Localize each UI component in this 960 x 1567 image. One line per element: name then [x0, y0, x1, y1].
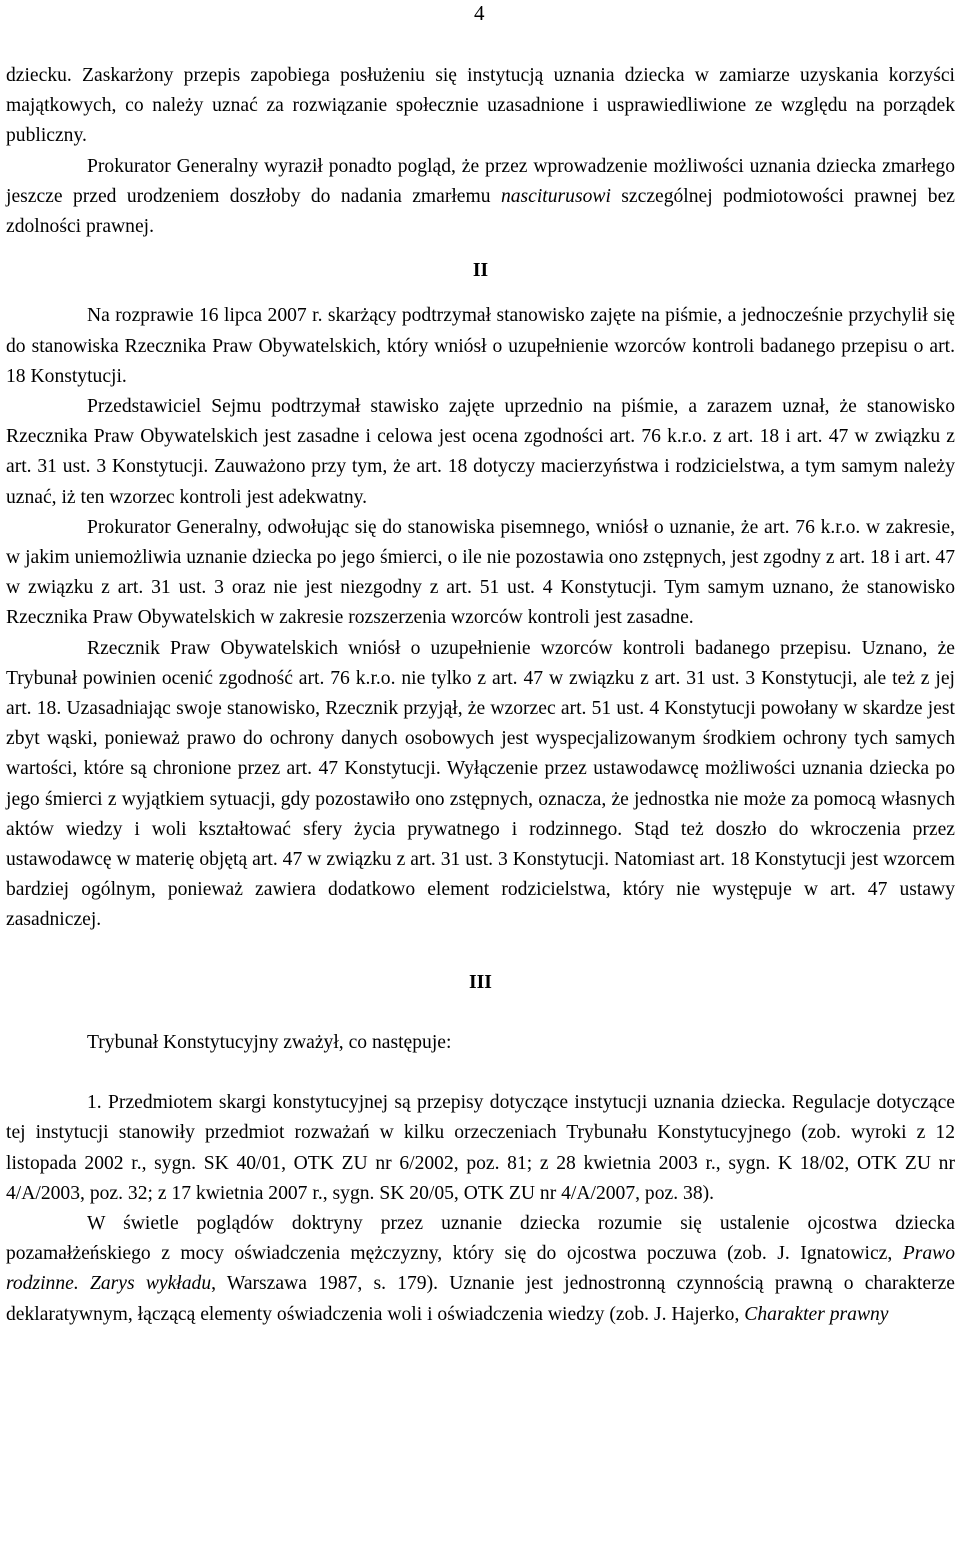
- paragraph-prokurator-view: [6, 152, 955, 243]
- section-heading-iii: III: [469, 971, 492, 993]
- italic-term: nasciturusowi: [500, 185, 611, 207]
- paragraph-tribunal-intro: Trybunał Konstytucyjny zważył, co następuje:: [87, 1031, 452, 1053]
- paragraph-text: szczególnej podmiotowości prawnej bez zdolności prawnej.: [6, 185, 955, 238]
- paragraph-text: W świetle poglądów doktryny przez uznanie dziecka rozumie się ustalenie ojcostwa dziecka pozamałżeńskiego z mocy oświadczenia mężczyzny, który się do ojcostwa poczuwa (zob. J. Ignatowicz,: [6, 1212, 955, 1265]
- paragraph-continuation: dziecku. Zaskarżony przepis zapobiega posłużeniu się instytucją uznania dziecka w zamiarze uzyskania korzyści majątkowych, co należy uznać za rozwiązanie społecznie uzasadnione i usprawiedliwione ze względu na porządek publiczny.: [6, 65, 955, 147]
- italic-title: Charakter prawny: [744, 1303, 889, 1325]
- paragraph-text: , Warszawa 1987, s. 179). Uznanie jest jednostronną czynnością prawną o charakterze deklaratywnym, łączącą elementy oświadczenia woli i oświadczenia wiedzy (zob. J. Hajerko,: [6, 1273, 955, 1325]
- paragraph-text: Prokurator Generalny wyraził ponadto pogląd, że przez wprowadzenie możliwości uznania dziecka zmarłego jeszcze przed urodzeniem doszłoby do nadania zmarłemu: [6, 155, 955, 207]
- page-number: 4: [474, 1, 485, 25]
- paragraph-hearing: Na rozprawie 16 lipca 2007 r. skarżący podtrzymał stanowisko zajęte na piśmie, a jednocześnie przychylił się do stanowiska Rzecznika Praw Obywatelskich, który wniósł o uzupełnienie wzorców kontroli badanego przepisu o art. 18 Konstytucji.: [6, 305, 955, 387]
- paragraph-rzecznik: Rzecznik Praw Obywatelskich wniósł o uzupełnienie wzorców kontroli badanego przepisu. Uznano, że Trybunał powinien ocenić zgodność art. 76 k.r.o. nie tylko z art. 47 w związku z art. 31 ust. 3 Konstytucji, ale też z jej art. 18. Uzasadniając swoje stanowisko, Rzecznik przyjął, że wzorzec art. 51 ust. 4 Konstytucji powołany w skardze jest zbyt wąski, ponieważ prawo do ochrony danych osobowych jest wyspecjalizowanym środkiem ochrony tych samych wartości, które są chronione przez art. 47 Konstytucji. Wyłączenie przez ustawodawcę możliwości uznania dziecka po jego śmierci z wyjątkiem sytuacji, gdy pozostawiło ono zstępnych, oznacza, że jednostka nie może za pomocą własnych aktów wiedzy i woli kształtować sfery życia prywatnego i rodzinnego. Stąd też doszło do wkroczenia przez ustawodawcę w materię objętą art. 47 w związku z art. 31 ust. 3 Konstytucji. Natomiast art. 18 Konstytucji jest wzorcem bardziej ogólnym, ponieważ zawiera dodatkowo element rodzicielstwa, który nie występuje w art. 47 ustawy zasadniczej.: [6, 637, 955, 931]
- document-body: [6, 61, 955, 1330]
- paragraph-doctrine: [6, 1209, 955, 1330]
- paragraph-point-1: 1. Przedmiotem skargi konstytucyjnej są przepisy dotyczące instytucji uznania dziecka. Regulacje dotyczące tej instytucji stanowiły przedmiot rozważań w kilku orzeczeniach Trybunału Konstytucyjnego (zob. wyroki z 12 listopada 2002 r., sygn. SK 40/01, OTK ZU nr 6/2002, poz. 81; z 28 kwietnia 2003 r., sygn. K 18/02, OTK ZU nr 4/A/2003, poz. 32; z 17 kwietnia 2007 r., sygn. SK 20/05, OTK ZU nr 4/A/2007, poz. 38).: [6, 1092, 955, 1204]
- paragraph-sejm: Przedstawiciel Sejmu podtrzymał stawisko zajęte uprzednio na piśmie, a zarazem uznał, że stanowisko Rzecznika Praw Obywatelskich jest zasadne i celowa jest ocena zgodności art. 76 k.r.o. z art. 18 i art. 47 w związku z art. 31 ust. 3 Konstytucji. Zauważono przy tym, że art. 18 dotyczy macierzyństwa i rodzicielstwa, a tym samym należy uznać, iż ten wzorzec kontroli jest adekwatny.: [6, 396, 955, 508]
- section-heading-ii: II: [472, 260, 489, 282]
- italic-title: Prawo rodzinne. Zarys wykładu: [6, 1243, 955, 1295]
- paragraph-prokurator-position: Prokurator Generalny, odwołując się do stanowiska pisemnego, wniósł o uznanie, że art. 76 k.r.o. w zakresie, w jakim uniemożliwia uznanie dziecka po jego śmierci, o ile nie pozostawia ono zstępnych, jest zgodny z art. 18 i art. 47 w związku z art. 31 ust. 3 oraz nie jest niezgodny z art. 51 ust. 4 Konstytucji. Tym samym uznano, że stanowisko Rzecznika Praw Obywatelskich w zakresie rozszerzenia wzorców kontroli jest zasadne.: [6, 516, 955, 629]
